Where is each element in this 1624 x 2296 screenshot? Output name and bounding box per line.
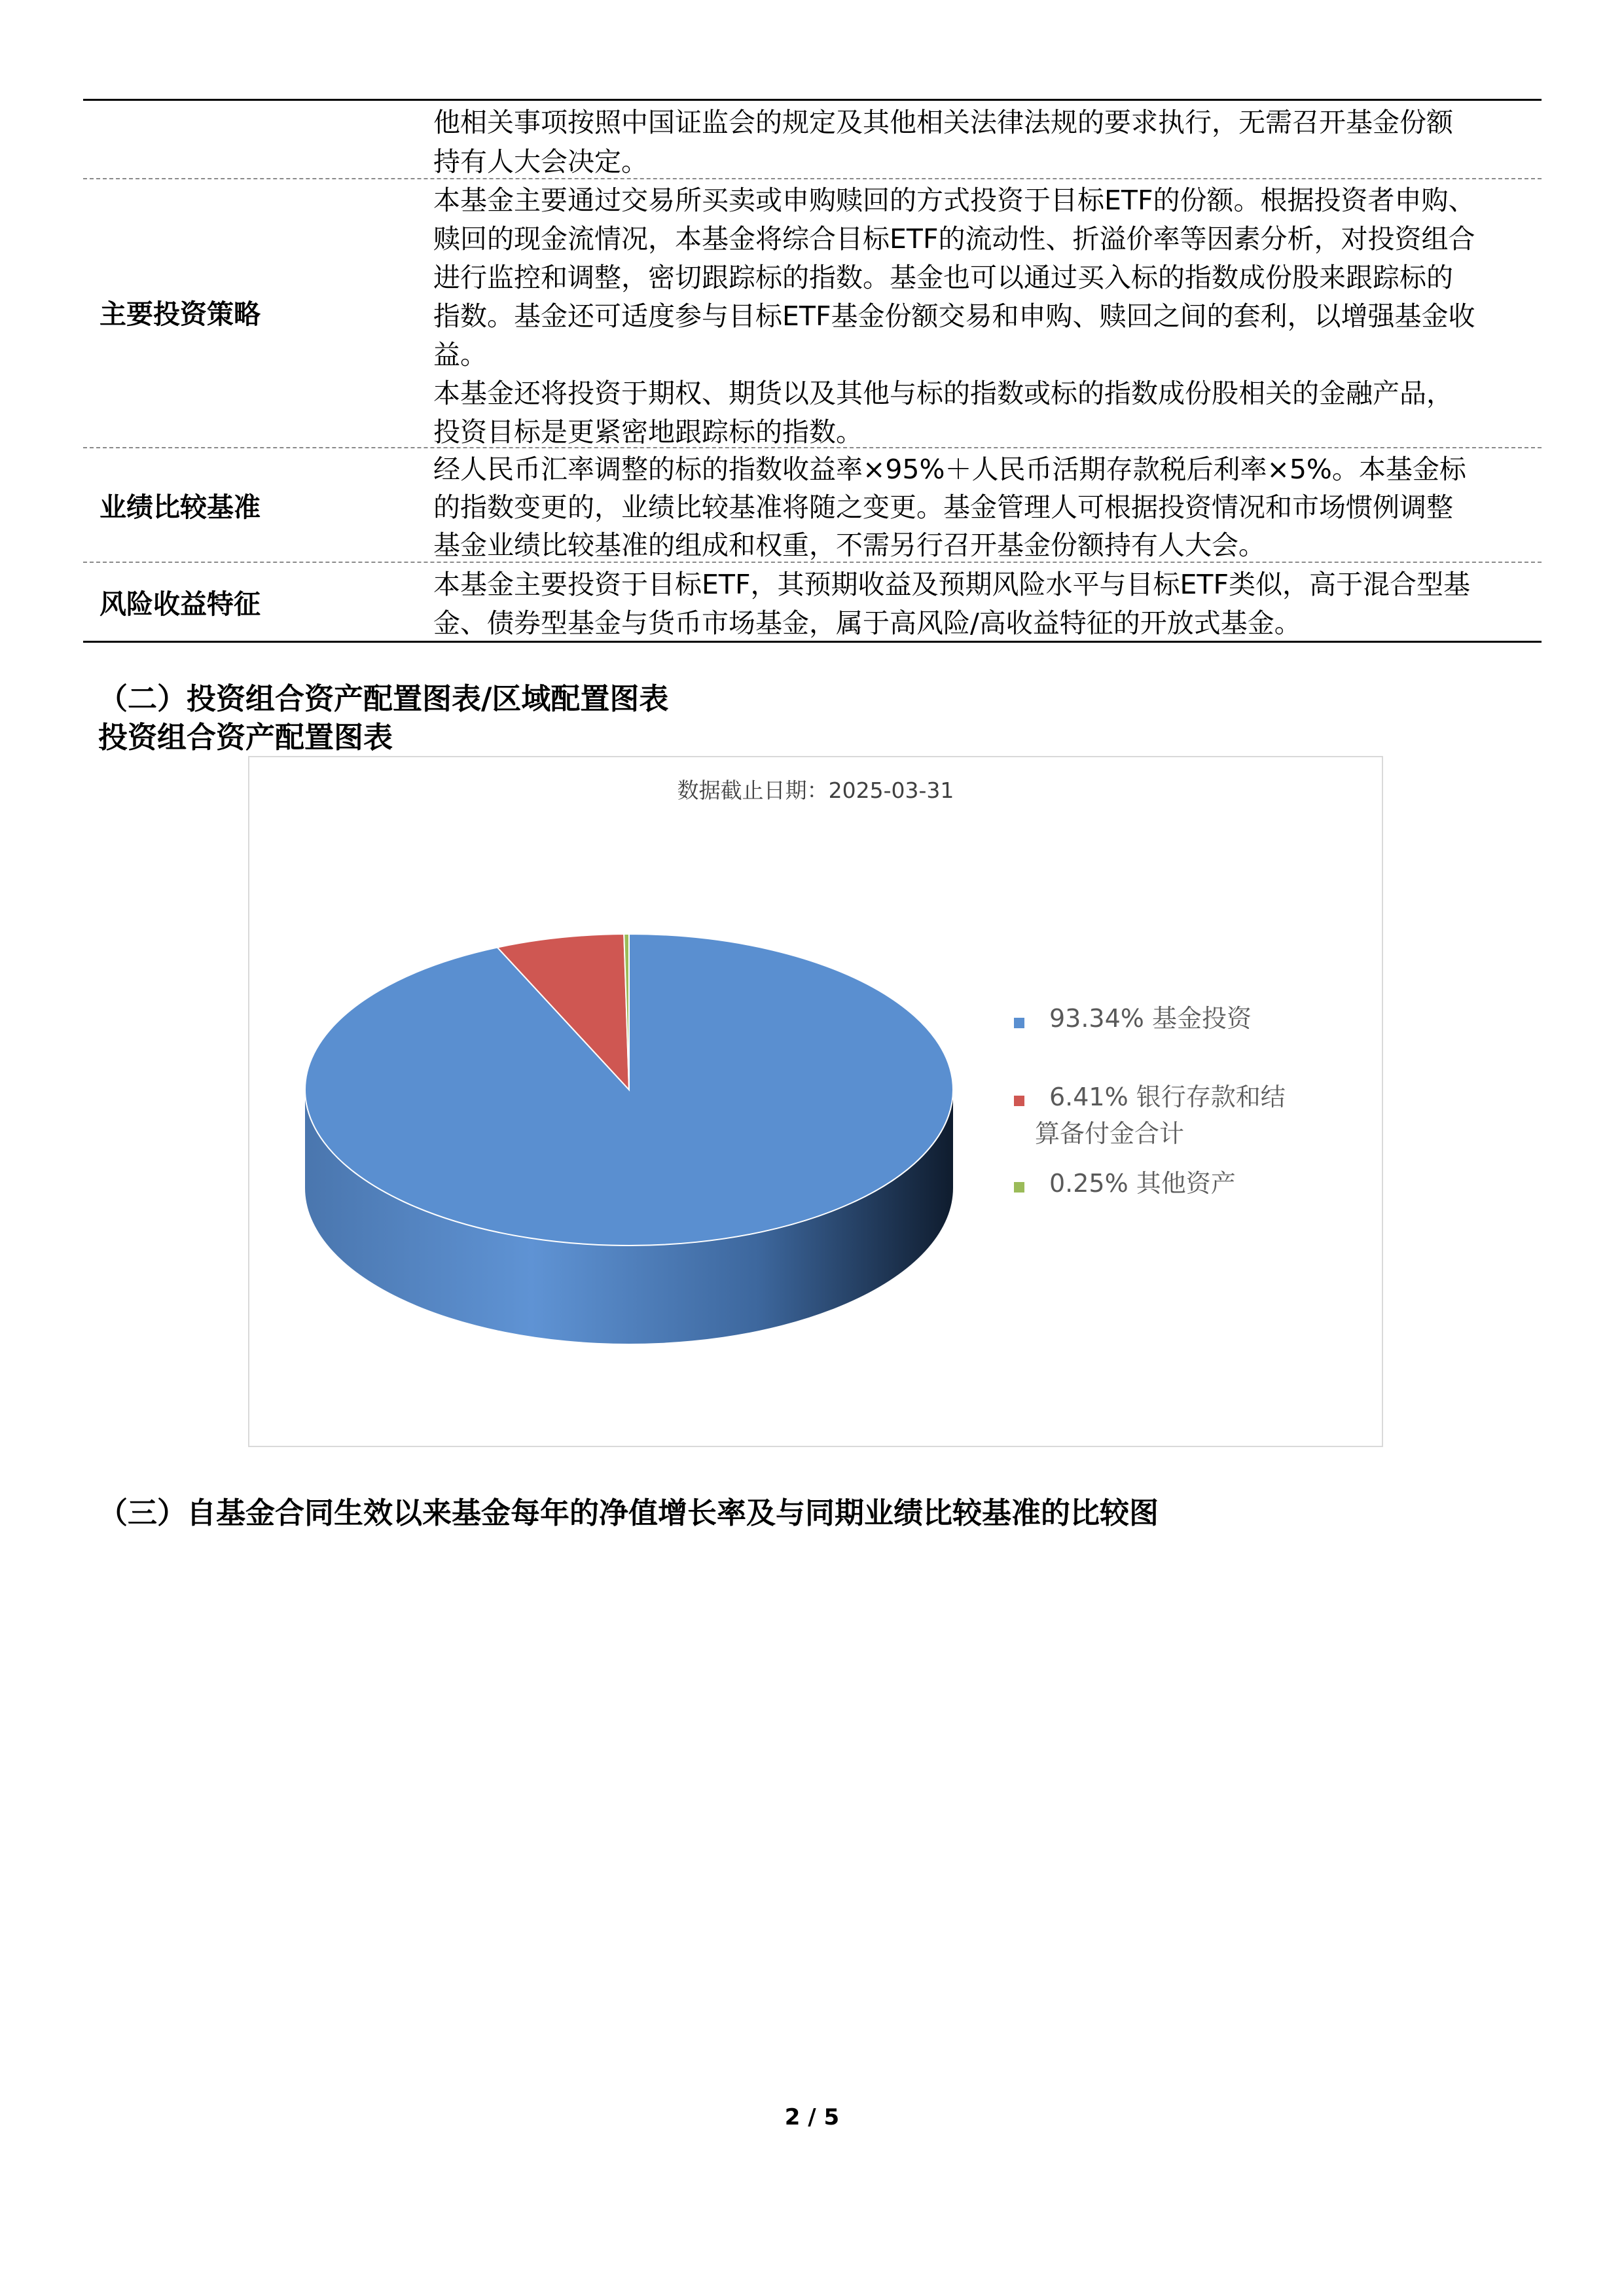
- legend-label: 93.34% 基金投资: [1049, 1004, 1252, 1033]
- pie-top-surface: [305, 934, 953, 1246]
- strategy-line-5: 益。: [433, 339, 487, 370]
- section-3-heading: （三）自基金合同生效以来基金每年的净值增长率及与同期业绩比较基准的比较图: [98, 1496, 1159, 1530]
- legend-swatch: [1014, 1096, 1024, 1106]
- benchmark-line-2: 的指数变更的，业绩比较基准将随之变更。基金管理人可根据投资情况和市场惯例调整: [433, 492, 1453, 523]
- strategy-line-3: 进行监控和调整，密切跟踪标的指数。基金也可以通过买入标的指数成份股来跟踪标的: [433, 262, 1453, 293]
- chart-legend: [1014, 1004, 1286, 1198]
- strategy-line-6: 本基金还将投资于期权、期货以及其他与标的指数或标的指数成份股相关的金融产品，: [433, 378, 1453, 409]
- strategy-line-7: 投资目标是更紧密地跟踪标的指数。: [433, 416, 863, 448]
- asset-allocation-chart: [248, 756, 1383, 1447]
- pie-chart-svg: [249, 757, 1382, 1446]
- risk-label: 风险收益特征: [99, 588, 261, 620]
- strategy-line-4: 指数。基金还可适度参与目标ETF基金份额交易和申购、赎回之间的套利，以增强基金收: [433, 300, 1475, 332]
- legend-label: 6.41% 银行存款和结: [1049, 1083, 1286, 1111]
- legend-label-wrap: 算备付金合计: [1035, 1119, 1185, 1148]
- strategy-label: 主要投资策略: [99, 298, 261, 330]
- legend-swatch: [1014, 1182, 1024, 1193]
- risk-line-2: 金、债券型基金与货币市场基金，属于高风险/高收益特征的开放式基金。: [433, 607, 1301, 639]
- table-bottom-border: [83, 641, 1542, 643]
- table-row-divider: [83, 447, 1542, 448]
- table-row-divider: [83, 178, 1542, 179]
- page-number: 2 / 5: [784, 2104, 840, 2130]
- risk-line-1: 本基金主要投资于目标ETF，其预期收益及预期风险水平与目标ETF类似，高于混合型基: [433, 569, 1471, 600]
- benchmark-line-1: 经人民币汇率调整的标的指数收益率×95%＋人民币活期存款税后利率×5%。本基金标: [433, 454, 1466, 485]
- chart-subtitle: 数据截止日期：2025-03-31: [677, 778, 954, 803]
- row-continuation-line-1: 他相关事项按照中国证监会的规定及其他相关法律法规的要求执行，无需召开基金份额: [433, 107, 1453, 138]
- table-top-border: [83, 99, 1542, 101]
- strategy-line-1: 本基金主要通过交易所买卖或申购赎回的方式投资于目标ETF的份额。根据投资者申购、: [433, 185, 1475, 216]
- legend-label: 0.25% 其他资产: [1049, 1169, 1236, 1198]
- section-2-subheading: 投资组合资产配置图表: [98, 720, 393, 755]
- table-row-divider: [83, 562, 1542, 563]
- legend-swatch: [1014, 1018, 1024, 1028]
- section-2-heading: （二）投资组合资产配置图表/区域配置图表: [98, 681, 669, 716]
- benchmark-label: 业绩比较基准: [99, 492, 261, 523]
- benchmark-line-3: 基金业绩比较基准的组成和权重，不需另行召开基金份额持有人大会。: [433, 529, 1265, 561]
- row-continuation-line-2: 持有人大会决定。: [433, 146, 648, 177]
- strategy-line-2: 赎回的现金流情况，本基金将综合目标ETF的流动性、折溢价率等因素分析，对投资组合: [433, 223, 1475, 255]
